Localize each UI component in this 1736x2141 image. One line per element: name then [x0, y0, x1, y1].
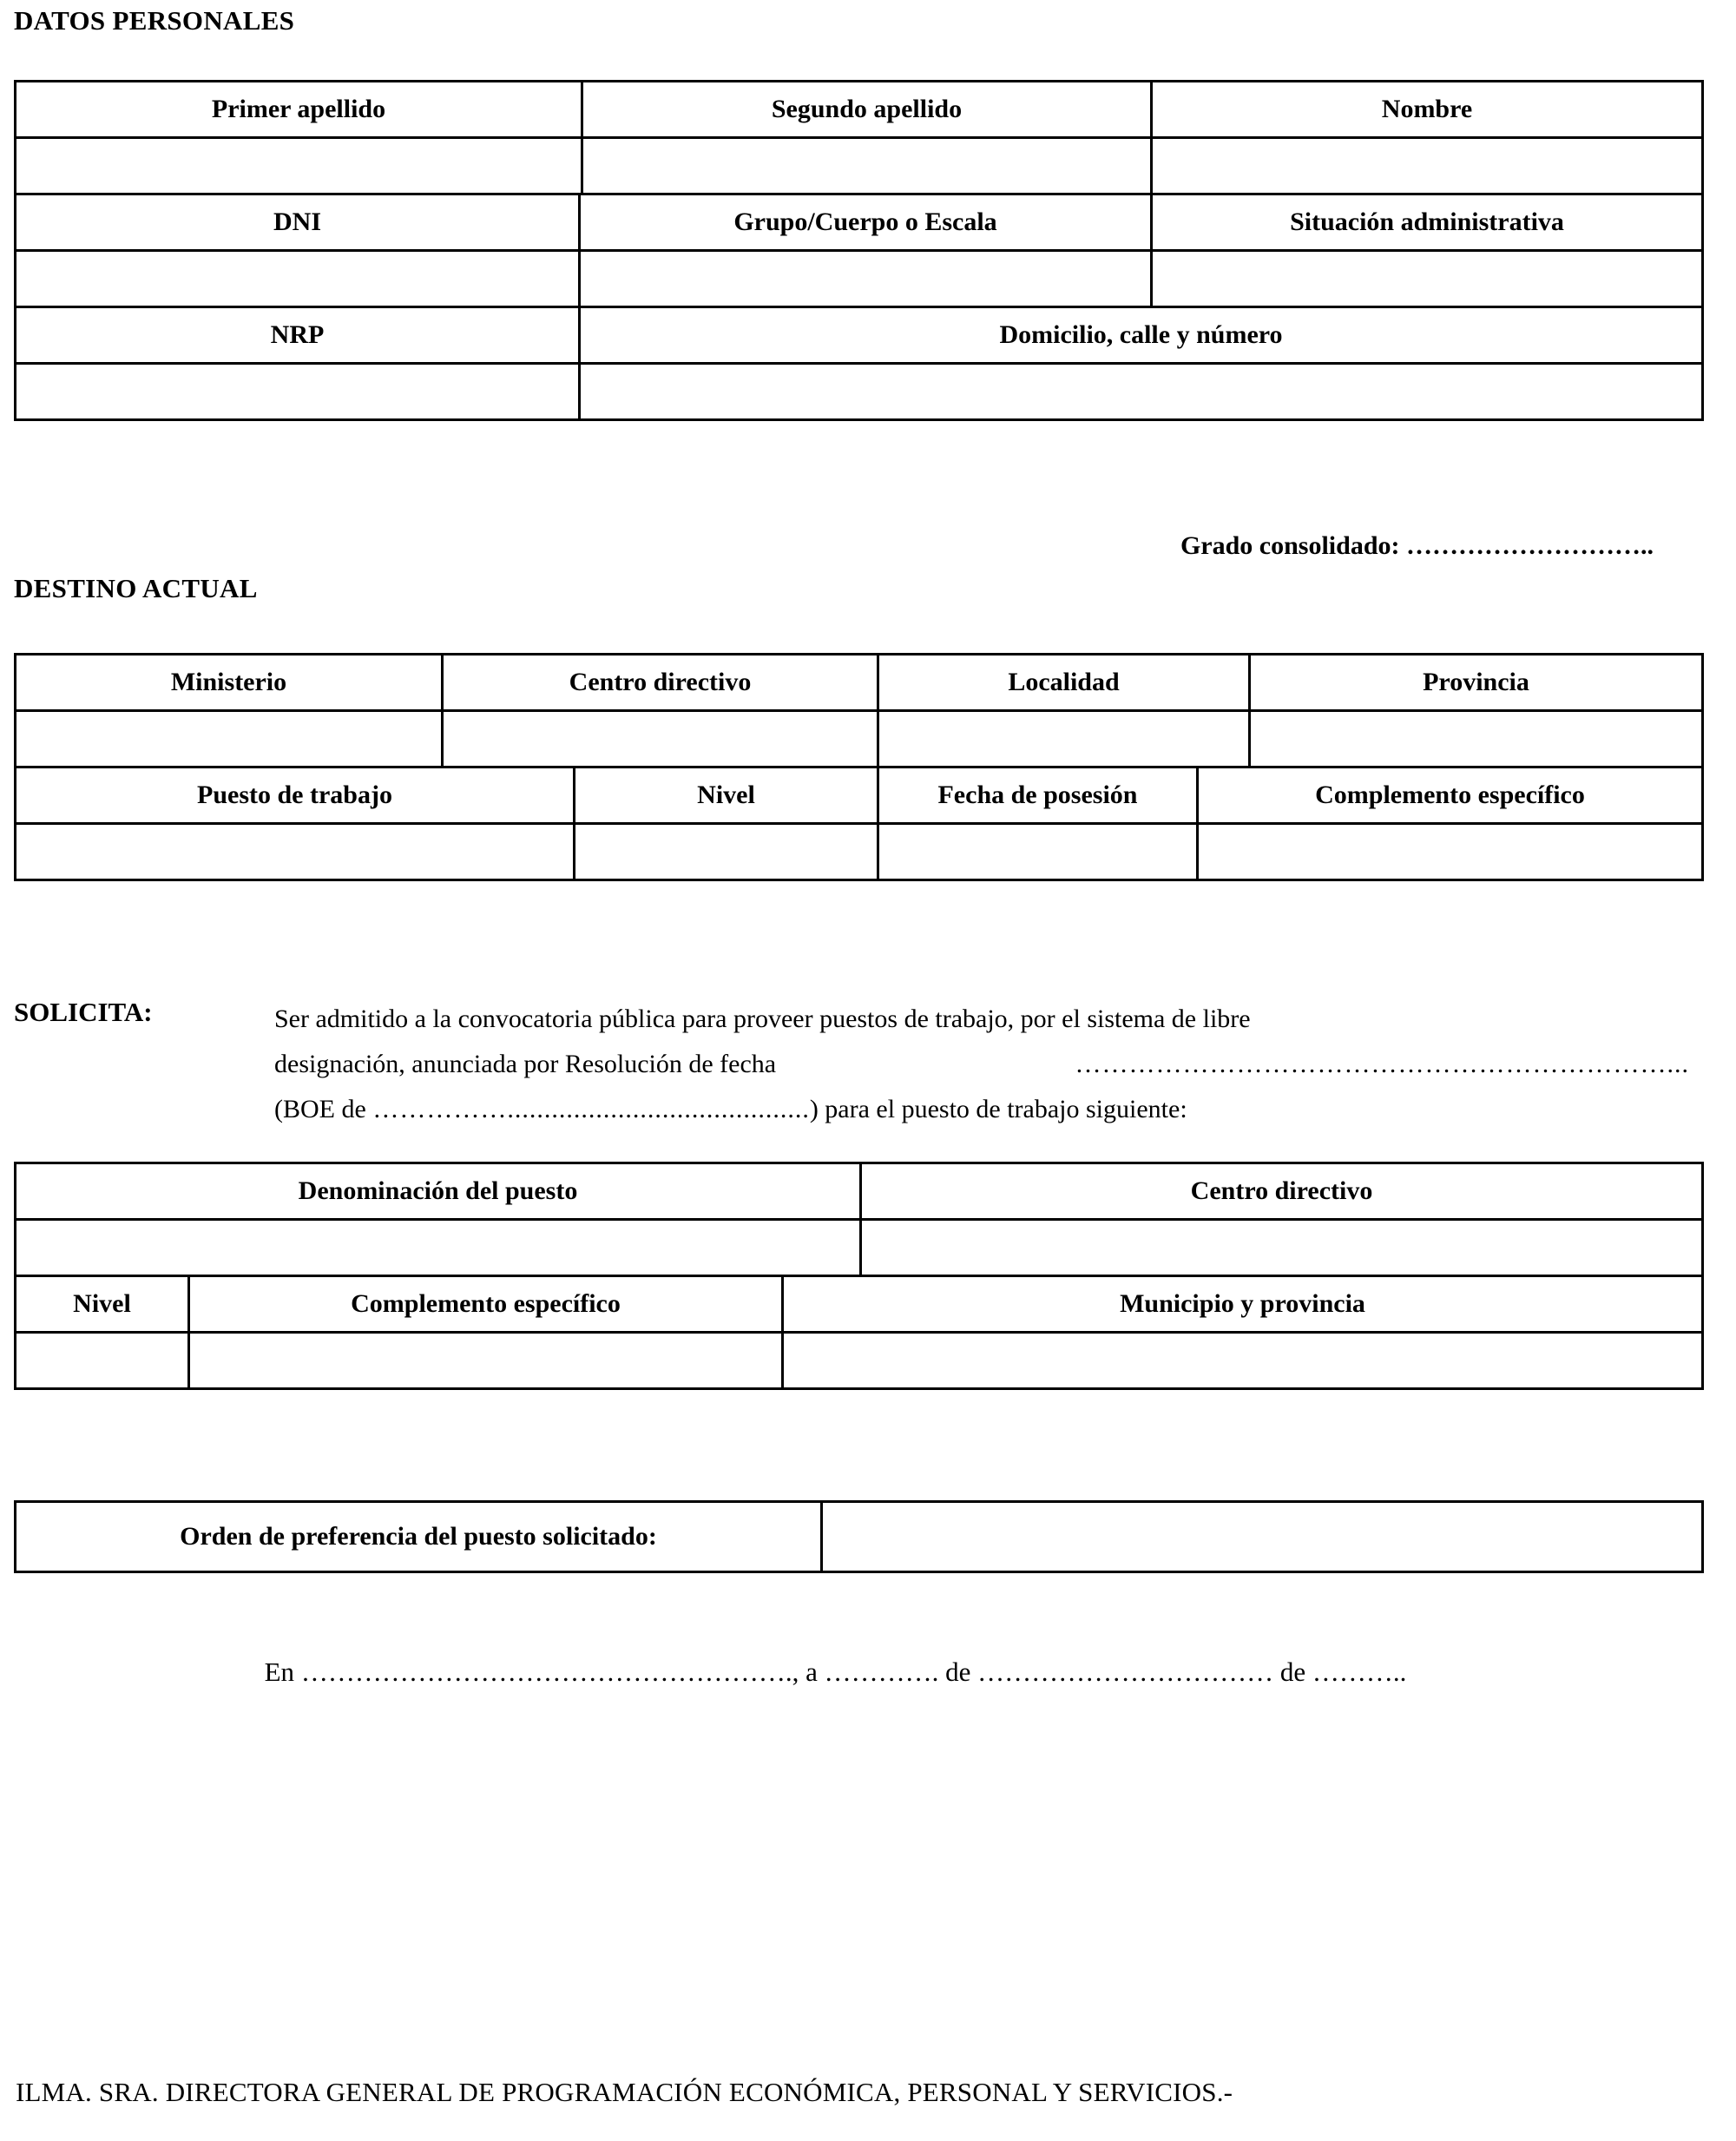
table-destino-actual — [14, 653, 1704, 881]
input-segundo-apellido[interactable] — [582, 138, 1152, 194]
input-primer-apellido[interactable] — [16, 138, 582, 194]
header-denominacion-del-puesto: Denominación del puesto — [16, 1163, 861, 1220]
header-centro-directivo-solicitado: Centro directivo — [861, 1163, 1703, 1220]
date-comma-a: , a — [792, 1657, 818, 1687]
table-row — [16, 364, 1703, 420]
header-situacion-administrativa: Situación administrativa — [1152, 194, 1703, 251]
input-denominacion-del-puesto[interactable] — [16, 1220, 861, 1276]
table-row — [16, 307, 1703, 364]
grado-consolidado-line[interactable]: Grado consolidado: ……………………….. — [1180, 531, 1654, 560]
header-municipio-y-provincia: Municipio y provincia — [783, 1276, 1703, 1333]
input-nrp[interactable] — [16, 364, 580, 420]
label-orden-de-preferencia: Orden de preferencia del puesto solicitado: — [16, 1502, 822, 1572]
table-row — [16, 1333, 1703, 1389]
input-orden-de-preferencia[interactable] — [822, 1502, 1703, 1572]
input-grupo-cuerpo-escala[interactable] — [580, 251, 1152, 307]
table-orden-preferencia — [14, 1500, 1704, 1573]
date-year-dots[interactable]: ……….. — [1312, 1657, 1407, 1687]
input-nombre[interactable] — [1152, 138, 1703, 194]
header-puesto-de-trabajo: Puesto de trabajo — [16, 767, 575, 824]
solicita-text — [274, 997, 1689, 1132]
date-line — [0, 1657, 1671, 1688]
input-complemento-especifico-solicitado[interactable] — [189, 1333, 783, 1389]
solicita-line-2-dots[interactable]: …………………………………………………………... — [1075, 1050, 1689, 1078]
header-ministerio: Ministerio — [16, 655, 443, 711]
table-row — [16, 1163, 1703, 1220]
solicita-line-2 — [274, 1042, 1689, 1087]
header-provincia: Provincia — [1250, 655, 1703, 711]
date-en-label: En — [264, 1657, 295, 1687]
table-row — [16, 767, 1703, 824]
input-provincia[interactable] — [1250, 711, 1703, 767]
input-municipio-y-provincia[interactable] — [783, 1333, 1703, 1389]
date-de-1: de — [945, 1657, 971, 1687]
table-row — [16, 138, 1703, 194]
input-centro-directivo-solicitado[interactable] — [861, 1220, 1703, 1276]
table-datos-personales — [14, 80, 1704, 421]
header-nivel: Nivel — [575, 767, 878, 824]
footer-addressee: ILMA. SRA. DIRECTORA GENERAL DE PROGRAMACIÓN ECONÓMICA, PERSONAL Y SERVICIOS.- — [16, 2077, 1233, 2107]
input-localidad[interactable] — [878, 711, 1250, 767]
header-nivel-solicitado: Nivel — [16, 1276, 189, 1333]
input-situacion-administrativa[interactable] — [1152, 251, 1703, 307]
input-domicilio[interactable] — [580, 364, 1703, 420]
date-de-2: de — [1279, 1657, 1306, 1687]
solicita-line-3 — [274, 1087, 1689, 1132]
input-dni[interactable] — [16, 251, 580, 307]
header-nombre: Nombre — [1152, 82, 1703, 138]
header-complemento-especifico: Complemento específico — [1198, 767, 1703, 824]
table-row — [16, 82, 1703, 138]
input-ministerio[interactable] — [16, 711, 443, 767]
date-place-dots[interactable]: ………………………………………………. — [300, 1657, 792, 1687]
header-centro-directivo: Centro directivo — [443, 655, 878, 711]
solicita-line-1: Ser admitido a la convocatoria pública para proveer puestos de trabajo, por el sistema de libre — [274, 1005, 1251, 1033]
input-fecha-de-posesion[interactable] — [878, 824, 1198, 880]
table-row — [16, 1502, 1703, 1572]
table-row — [16, 251, 1703, 307]
table-row — [16, 1276, 1703, 1333]
table-row — [16, 655, 1703, 711]
solicita-line-3-suffix: ) para el puesto de trabajo siguiente: — [809, 1095, 1187, 1123]
table-row — [16, 1220, 1703, 1276]
solicita-line-2-prefix: designación, anunciada por Resolución de fecha — [274, 1050, 777, 1078]
solicita-label: SOLICITA: — [14, 997, 153, 1027]
date-month-dots[interactable]: …………………………… — [977, 1657, 1274, 1687]
table-row — [16, 824, 1703, 880]
header-domicilio: Domicilio, calle y número — [580, 307, 1703, 364]
header-dni: DNI — [16, 194, 580, 251]
input-nivel-solicitado[interactable] — [16, 1333, 189, 1389]
input-nivel[interactable] — [575, 824, 878, 880]
solicita-line-3-dots[interactable]: ……………......................................... — [372, 1095, 810, 1123]
section-heading-destino-actual: DESTINO ACTUAL — [14, 573, 258, 603]
input-puesto-de-trabajo[interactable] — [16, 824, 575, 880]
input-complemento-especifico[interactable] — [1198, 824, 1703, 880]
header-grupo-cuerpo-escala: Grupo/Cuerpo o Escala — [580, 194, 1152, 251]
header-fecha-de-posesion: Fecha de posesión — [878, 767, 1198, 824]
table-row — [16, 711, 1703, 767]
input-centro-directivo[interactable] — [443, 711, 878, 767]
table-puesto-solicitado — [14, 1162, 1704, 1390]
solicita-line-3-prefix: (BOE de — [274, 1095, 366, 1123]
date-day-dots[interactable]: …………. — [824, 1657, 939, 1687]
header-nrp: NRP — [16, 307, 580, 364]
table-row — [16, 194, 1703, 251]
header-complemento-especifico-solicitado: Complemento específico — [189, 1276, 783, 1333]
header-localidad: Localidad — [878, 655, 1250, 711]
header-primer-apellido: Primer apellido — [16, 82, 582, 138]
header-segundo-apellido: Segundo apellido — [582, 82, 1152, 138]
section-heading-datos-personales: DATOS PERSONALES — [14, 5, 295, 36]
